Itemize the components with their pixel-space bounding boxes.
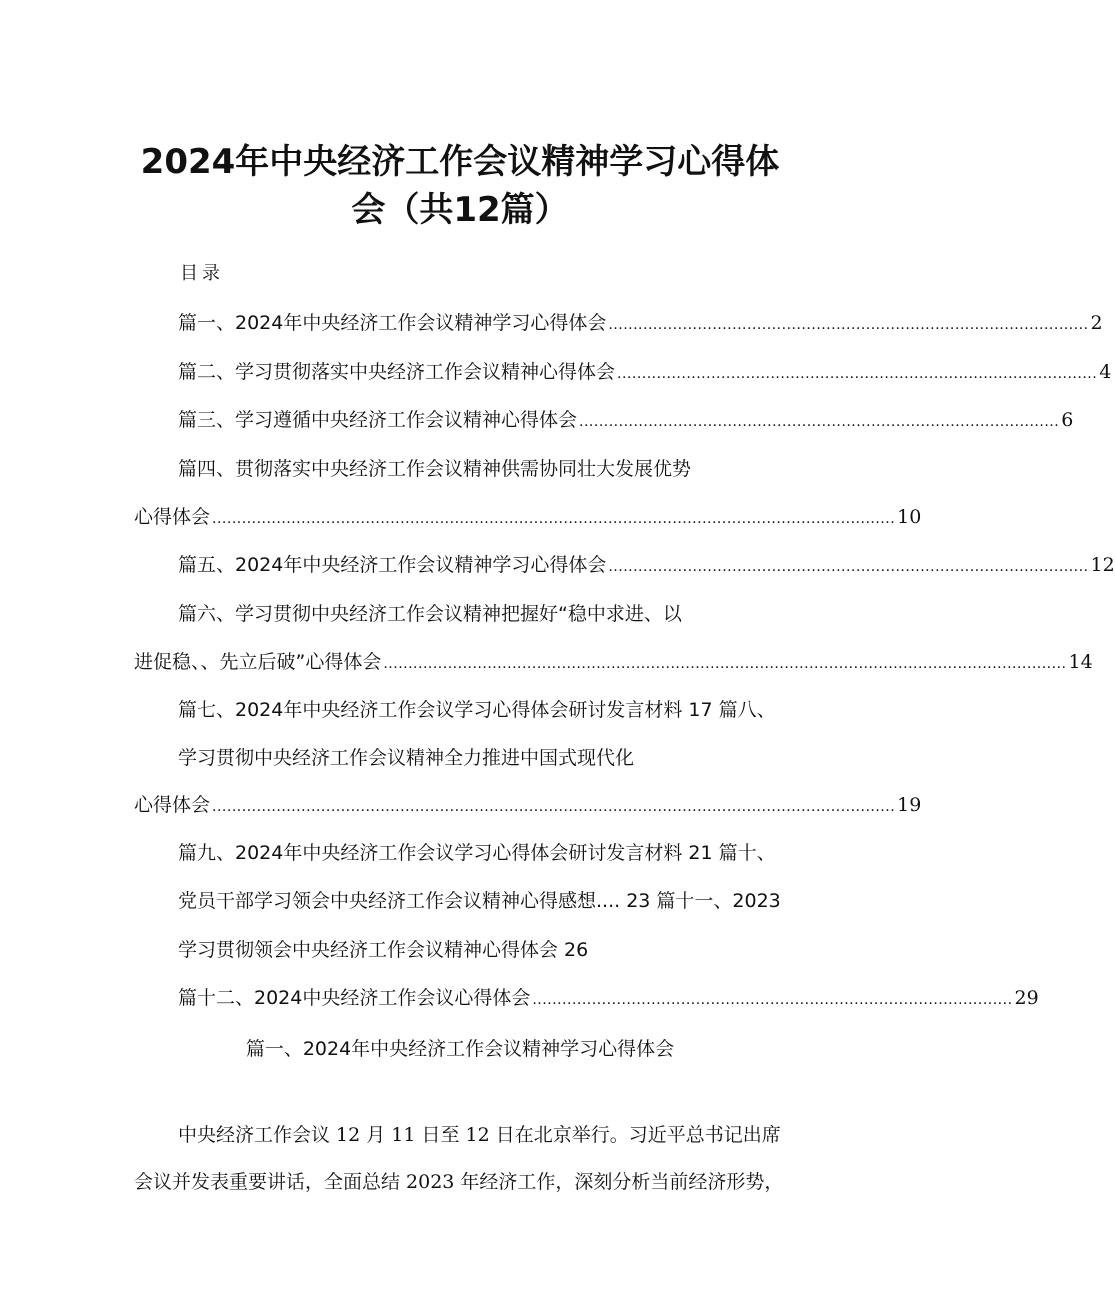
toc-entry-8-line-2[interactable] [134,790,922,820]
toc-entry-text: 篇五、2024年中央经济工作会议精神学习心得体会 [178,554,607,576]
toc-entry-6-line-2[interactable] [134,647,1093,677]
toc-entry-text: 进促稳、、先立后破”心得体会 [134,651,382,673]
toc-entry-3[interactable] [178,405,1074,435]
toc-leader-dots: ................................................................................................. [608,317,1089,333]
toc-entry-8-line-1[interactable]: 学习贯彻中央经济工作会议精神全力推进中国式现代化 [178,747,635,769]
toc-page-number: 6 [1061,409,1074,431]
body-paragraph-line-2: 会议并发表重要讲话，全面总结 2023 年经济工作，深刻分析当前经济形势， [134,1171,784,1193]
toc-page-number: 14 [1068,651,1093,673]
toc-entry-7-line-1[interactable]: 篇七、2024年中央经济工作会议学习心得体会研讨发言材料 17 篇八、 [178,699,776,721]
document-title-line-1: 2024年中央经济工作会议精神学习心得体 [140,142,780,182]
toc-leader-dots: ................................................................................................. [608,559,1089,575]
toc-leader-dots: ................................................................................................. [617,366,1098,382]
toc-entry-text: 篇二、学习贯彻落实中央经济工作会议精神心得体会 [178,361,616,383]
toc-page-number: 19 [897,794,922,816]
toc-label: 目录 [180,263,224,284]
toc-entry-9-line-1[interactable]: 篇九、2024年中央经济工作会议学习心得体会研讨发言材料 21 篇十、 [178,842,776,864]
toc-page-number: 2 [1090,312,1103,334]
toc-leader-dots: ................................................................................................. [532,992,1013,1008]
toc-entry-12[interactable] [178,983,1039,1013]
toc-leader-dots: .......................................................................................................................................... [212,511,896,527]
toc-entry-4-line-1[interactable]: 篇四、贯彻落实中央经济工作会议精神供需协同壮大发展优势 [178,458,692,480]
toc-entry-text: 篇十二、2024中央经济工作会议心得体会 [178,987,531,1009]
document-title-line-2: 会（共12篇） [351,190,569,230]
toc-entry-2[interactable] [178,357,1112,387]
toc-entry-11-line-1[interactable]: 学习贯彻领会中央经济工作会议精神心得体会 26 [178,939,589,961]
toc-entry-1[interactable] [178,308,1103,338]
body-paragraph-line-1: 中央经济工作会议 12 月 11 日至 12 日在北京举行。习近平总书记出席 [178,1124,781,1146]
toc-entry-text: 篇三、学习遵循中央经济工作会议精神心得体会 [178,409,578,431]
toc-page-number: 29 [1014,987,1039,1009]
toc-page-number: 4 [1099,361,1112,383]
toc-page-number: 10 [897,506,922,528]
toc-entry-text: 心得体会 [134,506,211,528]
toc-entry-4-line-2[interactable] [134,502,922,532]
toc-leader-dots: ................................................................................................. [579,414,1060,430]
toc-leader-dots: .......................................................................................................................................... [383,656,1067,672]
toc-entry-text: 篇一、2024年中央经济工作会议精神学习心得体会 [178,312,607,334]
toc-entry-10-line-1[interactable]: 党员干部学习领会中央经济工作会议精神心得感想.... 23 篇十一、2023 [178,890,781,912]
toc-leader-dots: .......................................................................................................................................... [212,799,896,815]
toc-entry-5[interactable] [178,550,1115,580]
toc-page-number: 12 [1090,554,1115,576]
section-heading: 篇一、2024年中央经济工作会议精神学习心得体会 [245,1037,675,1060]
toc-entry-text: 心得体会 [134,794,211,816]
toc-entry-6-line-1[interactable]: 篇六、学习贯彻中央经济工作会议精神把握好“稳中求进、以 [178,603,682,625]
